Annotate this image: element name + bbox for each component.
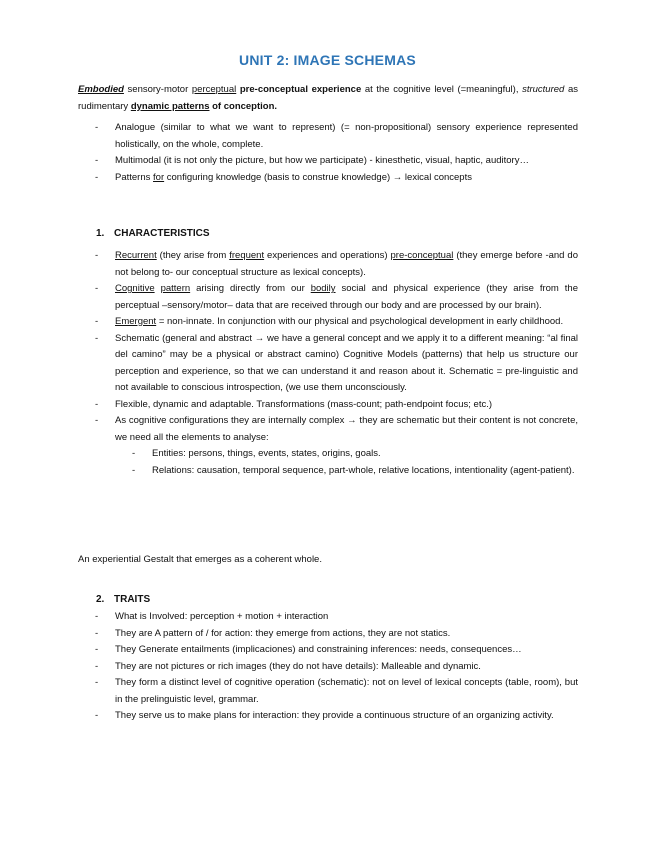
term: bodily: [310, 283, 336, 294]
intro-paragraph: [78, 82, 578, 115]
bullet-text-underlined: for: [153, 171, 165, 183]
text: They are A pattern of / for action: they emerge from actions, they are not statics.: [115, 627, 451, 639]
text: Flexible, dynamic and adaptable. Transformations (mass-count; path-endpoint focus; etc.): [115, 398, 493, 410]
intro-perceptual: perceptual: [191, 84, 237, 95]
section-heading-text: TRAITS: [114, 594, 151, 605]
list-item: [78, 120, 578, 153]
list-item: [78, 609, 578, 626]
text: They serve us to make plans for interaction: they provide a continuous structure of an organizing activity.: [115, 710, 554, 721]
section-number: 1.: [96, 228, 105, 239]
list-item: [78, 708, 578, 725]
term: pre-conceptual: [390, 250, 454, 261]
intro-bullet-list: [78, 120, 578, 186]
bullet-text: Analogue (similar to what we want to represent) (= non-propositional) sensory experience represented holistically, on the whole, complete.: [115, 122, 578, 150]
bullet-text: Patterns: [115, 171, 154, 183]
list-item: [78, 281, 578, 314]
text: Relations: causation, temporal sequence, part-whole, relative locations, intentionality (agent-patient).: [152, 464, 575, 476]
term: frequent: [229, 250, 265, 261]
text: What is Involved: perception + motion + interaction: [115, 611, 329, 622]
intro-embodied: Embodied: [78, 84, 124, 95]
traits-list: [78, 609, 578, 725]
section-heading-characteristics: [78, 226, 578, 243]
intro-text: as rudimentary: [78, 84, 578, 112]
term: pattern: [160, 283, 191, 294]
list-item: [78, 170, 578, 187]
term: Emergent: [115, 316, 157, 327]
list-item: [78, 413, 578, 479]
text: Entities: persons, things, events, states, origins, goals.: [152, 448, 381, 459]
text: experiences and operations): [264, 250, 391, 261]
list-item: [78, 463, 578, 480]
list-item: [78, 397, 578, 414]
text: = non-innate. In conjunction with our physical and psychological development in early childhood.: [156, 316, 564, 327]
text: Schematic (general and abstract → we have a general concept and we apply it to a different meaning: “al final del camino” may be a physical or abstract camino) Cognitive Models (patterns) that help us structure our perception and experience, so that we can understand it and reason about it. Schematic = pre-linguistic and not available to conscious introspection, (we use them unconsciously.: [115, 332, 578, 393]
sub-list: [78, 446, 578, 479]
intro-conception: of conception.: [209, 100, 278, 112]
intro-structured: structured: [522, 84, 565, 95]
section-number: 2.: [96, 594, 105, 605]
list-item: [78, 659, 578, 676]
text: An experiential Gestalt that emerges as a coherent whole.: [78, 554, 322, 565]
text: arising directly from our: [190, 283, 311, 294]
intro-dynamic-patterns: dynamic patterns: [130, 100, 210, 112]
section-heading-text: CHARACTERISTICS: [114, 228, 210, 239]
characteristics-list: [78, 248, 578, 479]
list-item: [78, 153, 578, 170]
list-item: [78, 331, 578, 397]
section-heading-traits: [78, 592, 578, 609]
text: They are not pictures or rich images (they do not have details): Malleable and dynamic.: [115, 660, 481, 672]
list-item: [78, 675, 578, 708]
list-item: [78, 446, 578, 463]
term: Cognitive: [115, 283, 155, 294]
list-item: [78, 626, 578, 643]
text: (they arise from: [156, 250, 230, 261]
page-title: UNIT 2: IMAGE SCHEMAS: [239, 52, 416, 68]
closing-paragraph: [78, 552, 578, 569]
text: As cognitive configurations they are internally complex → they are schematic but their content is not concrete, we need all the elements to analyse:: [115, 415, 578, 443]
text: They form a distinct level of cognitive operation (schematic): not on level of lexical concepts (table, room), but in the prelinguistic level, grammar.: [115, 677, 578, 705]
intro-text: sensory-motor: [123, 84, 192, 95]
bullet-text: Multimodal (it is not only the picture, but how we participate) - kinesthetic, visual, haptic, auditory…: [115, 155, 529, 166]
list-item: [78, 314, 578, 331]
bullet-text: configuring knowledge (basis to construe knowledge) → lexical concepts: [164, 171, 472, 183]
intro-preconceptual: pre-conceptual experience: [239, 84, 362, 95]
text: They Generate entailments (implicaciones) and constraining inferences: needs, consequences…: [115, 644, 522, 655]
text: (they emerge before -and do not belong to- our conceptual structure as lexical concepts).: [115, 250, 578, 278]
list-item: [78, 642, 578, 659]
list-item: [78, 248, 578, 281]
intro-text: at the cognitive level (=meaningful),: [361, 84, 523, 95]
text: social and physical experience (they arise from the perceptual –sensory/motor– data that are received through our body and are processed by our brain).: [115, 283, 578, 311]
term: Recurrent: [115, 250, 157, 261]
